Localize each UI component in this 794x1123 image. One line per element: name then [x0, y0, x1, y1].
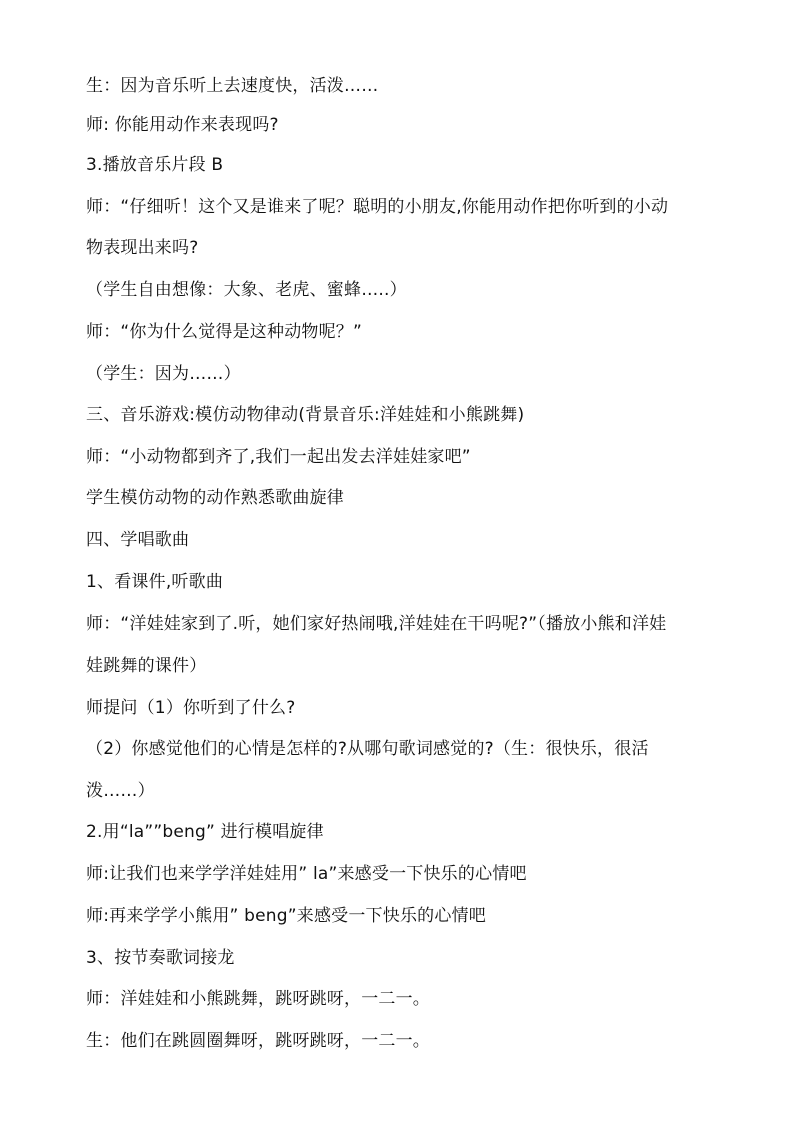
- section-heading: 2.用“la””beng” 进行模唱旋律: [86, 822, 324, 842]
- text-line: （学生自由想像：大象、老虎、蜜蜂…..）: [86, 280, 407, 300]
- text-line: （学生：因为……）: [86, 364, 241, 384]
- text-line: 师:让我们也来学学洋娃娃用” la”来感受一下快乐的心情吧: [86, 864, 527, 884]
- text-line: 师: 你能用动作来表现吗?: [86, 115, 279, 135]
- text-line: 师:再来学学小熊用” beng”来感受一下快乐的心情吧: [86, 906, 486, 926]
- text-line: 学生模仿动物的动作熟悉歌曲旋律: [86, 488, 344, 508]
- text-line: 娃跳舞的课件）: [86, 656, 207, 676]
- text-line: 师提问（1）你听到了什么?: [86, 698, 296, 718]
- text-line: 师：洋娃娃和小熊跳舞，跳呀跳呀，一二一。: [86, 989, 430, 1009]
- text-line: 物表现出来吗?: [86, 238, 199, 258]
- text-line: 生：他们在跳圆圈舞呀，跳呀跳呀，一二一。: [86, 1031, 430, 1051]
- text-line: 师：“你为什么觉得是这种动物呢？”: [86, 322, 363, 342]
- text-line: 师：“小动物都到齐了,我们一起出发去洋娃娃家吧”: [86, 447, 471, 467]
- text-line: 泼……）: [86, 781, 155, 801]
- section-heading: 三、音乐游戏:模仿动物律动(背景音乐:洋娃娃和小熊跳舞): [86, 405, 525, 425]
- section-heading: 四、学唱歌曲: [86, 530, 190, 550]
- text-line: 师：“仔细听！这个又是谁来了呢？聪明的小朋友,你能用动作把你听到的小动: [86, 197, 669, 217]
- section-heading: 1、看课件,听歌曲: [86, 572, 224, 592]
- text-line: 师：“洋娃娃家到了.听，她们家好热闹哦,洋娃娃在干吗呢?”（播放小熊和洋娃: [86, 614, 667, 634]
- text-line: 生：因为音乐听上去速度快，活泼……: [86, 76, 379, 96]
- text-line: （2）你感觉他们的心情是怎样的?从哪句歌词感觉的?（生：很快乐，很活: [86, 739, 649, 759]
- section-heading: 3.播放音乐片段 B: [86, 155, 224, 175]
- section-heading: 3、按节奏歌词接龙: [86, 948, 235, 968]
